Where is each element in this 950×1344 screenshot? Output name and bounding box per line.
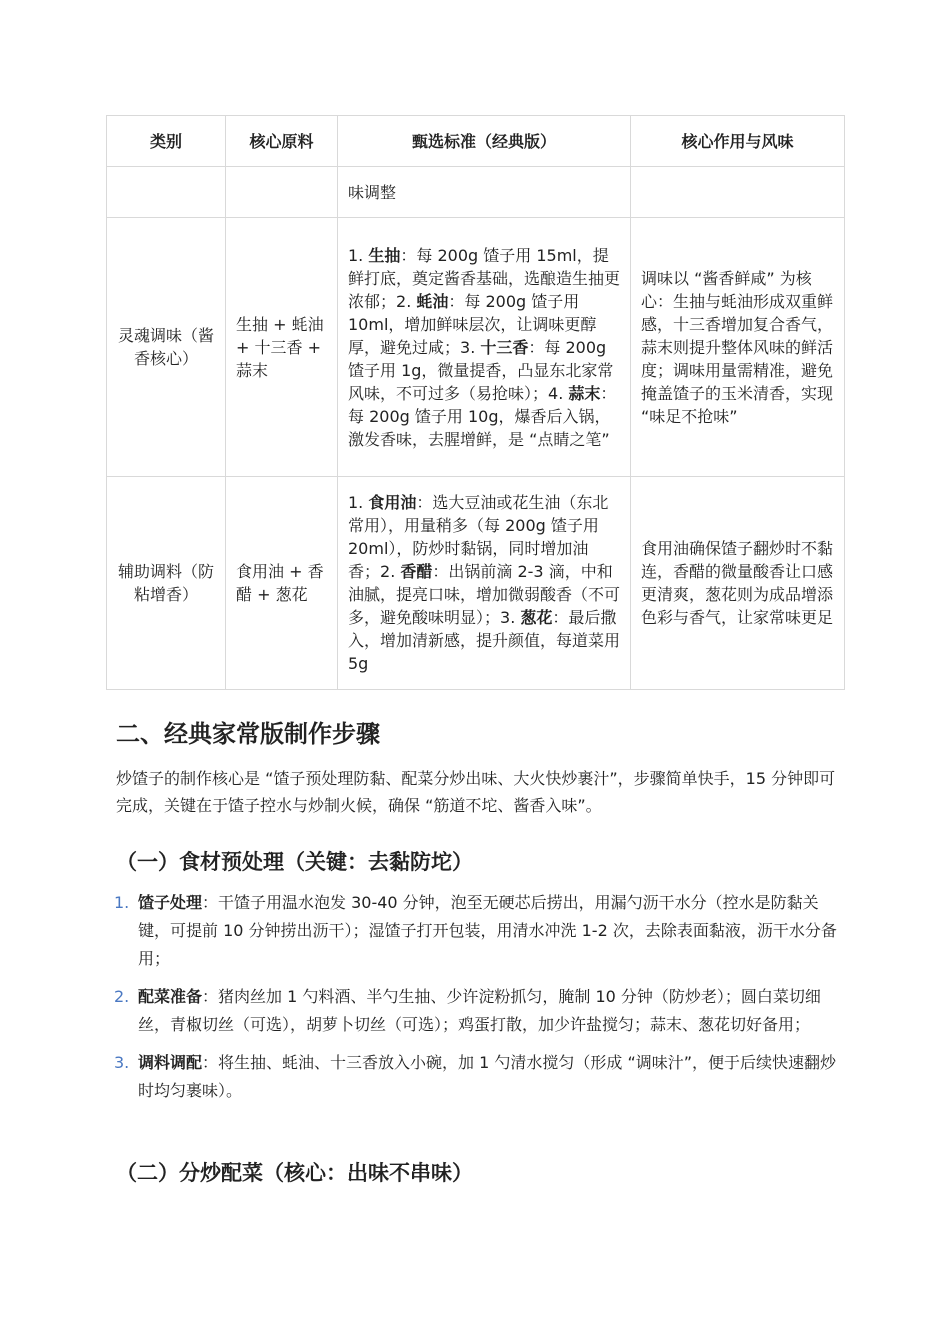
standard-num: 1.	[348, 493, 369, 512]
header-category: 类别	[107, 116, 226, 167]
section-intro: 炒馇子的制作核心是 “馇子预处理防黏、配菜分炒出味、大火快炒裹汁”，步骤简单快手，15 分钟即可完成，关键在于馇子控水与炒制火候，确保 “筋道不坨、酱香入味”。	[116, 769, 836, 815]
prep-steps-list	[116, 889, 838, 1115]
standard-text: ：最后撒入，增加清新感，提升颜值，每道菜用 5g	[348, 608, 621, 673]
cell-role	[631, 167, 845, 218]
step-term: 调料调配	[138, 1053, 203, 1072]
standard-text: ：出锅前滴 2-3 滴，中和油腻，提亮口味，增加微弱酸香（不可多，避免酸味明显）；	[348, 562, 621, 627]
ingredients-table	[106, 115, 845, 690]
cell-role: 调味以 “酱香鲜咸” 为核心：生抽与蚝油形成双重鲜感，十三香增加复合香气，蒜末则提升整体风味的鲜活度；调味用量需精准，避免掩盖馇子的玉米清香，实现 “味足不抢味”	[631, 218, 845, 477]
list-item	[116, 889, 838, 973]
standard-term: 蒜末	[568, 383, 601, 403]
header-standard: 甄选标准（经典版）	[338, 116, 631, 167]
list-number: 3.	[114, 1053, 130, 1072]
table-row	[107, 477, 845, 690]
list-number: 1.	[114, 893, 130, 912]
section-title: 二、经典家常版制作步骤	[116, 720, 380, 748]
standard-num: 2.	[396, 291, 417, 311]
standard-num: 3.	[500, 608, 521, 627]
subsection-title-stirfry: （二）分炒配菜（核心：出味不串味）	[116, 1161, 473, 1185]
standard-term: 葱花	[520, 608, 553, 627]
standard-num: 1.	[348, 245, 369, 265]
standard-term: 蚝油	[416, 291, 449, 311]
standard-num: 2.	[380, 562, 401, 581]
step-text: ：猪肉丝加 1 勺料酒、半勺生抽、少许淀粉抓匀，腌制 10 分钟（防炒老）；圆白菜切细丝，青椒切丝（可选），胡萝卜切丝（可选）；鸡蛋打散，加少许盐搅匀；蒜末、葱花切好备用；	[138, 987, 821, 1034]
cell-category	[107, 167, 226, 218]
table-row	[107, 167, 845, 218]
list-number: 2.	[114, 987, 130, 1006]
cell-role: 食用油确保馇子翻炒时不黏连，香醋的微量酸香让口感更清爽，葱花则为成品增添色彩与香气，让家常味更足	[631, 477, 845, 690]
cell-ingredients: 食用油 + 香醋 + 葱花	[226, 477, 338, 690]
cell-ingredients: 生抽 + 蚝油 + 十三香 + 蒜末	[226, 218, 338, 477]
standard-text: ：每 200g 馇子用 10ml，增加鲜味层次，让调味更醇厚，避免过咸；	[348, 291, 597, 357]
standard-num: 3.	[460, 337, 481, 357]
cell-standard	[338, 477, 631, 690]
standard-num: 4.	[548, 383, 569, 403]
standard-text: ：选大豆油或花生油（东北常用），用量稍多（每 200g 馇子用 20ml），防炒时黏锅，同时增加油香；	[348, 493, 609, 581]
header-role: 核心作用与风味	[631, 116, 845, 167]
cell-category: 灵魂调味（酱香核心）	[107, 218, 226, 477]
cell-standard: 味调整	[338, 167, 631, 218]
subsection-title-prep: （一）食材预处理（关键：去黏防坨）	[116, 850, 473, 874]
standard-term: 香醋	[400, 562, 433, 581]
step-term: 配菜准备	[138, 987, 203, 1006]
list-item	[116, 983, 838, 1039]
step-term: 馇子处理	[138, 893, 203, 912]
standard-text: ：每 200g 馇子用 10g，爆香后入锅，激发香味，去腥增鲜，是 “点睛之笔”	[348, 383, 617, 449]
table-row	[107, 218, 845, 477]
header-ingredients: 核心原料	[226, 116, 338, 167]
step-text: ：将生抽、蚝油、十三香放入小碗，加 1 勺清水搅匀（形成 “调味汁”，便于后续快速翻炒时均匀裹味）。	[138, 1053, 837, 1100]
standard-text: ：每 200g 馇子用 1g，微量提香，凸显东北家常风味，不可过多（易抢味）；	[348, 337, 614, 403]
list-item	[116, 1049, 838, 1105]
table-header-row	[107, 116, 845, 167]
cell-category: 辅助调料（防粘增香）	[107, 477, 226, 690]
cell-standard	[338, 218, 631, 477]
step-text: ：干馇子用温水泡发 30-40 分钟，泡至无硬芯后捞出，用漏勺沥干水分（控水是防黏关键，可提前 10 分钟捞出沥干）；湿馇子打开包装，用清水冲洗 1-2 次，去除表面黏液，沥干水分备用；	[138, 893, 837, 968]
cell-ingredients	[226, 167, 338, 218]
standard-term: 食用油	[368, 493, 417, 512]
standard-term: 十三香	[480, 337, 529, 357]
standard-text: ：每 200g 馇子用 15ml，提鲜打底，奠定酱香基础，选酿造生抽更浓郁；	[348, 245, 621, 311]
standard-term: 生抽	[368, 245, 401, 265]
